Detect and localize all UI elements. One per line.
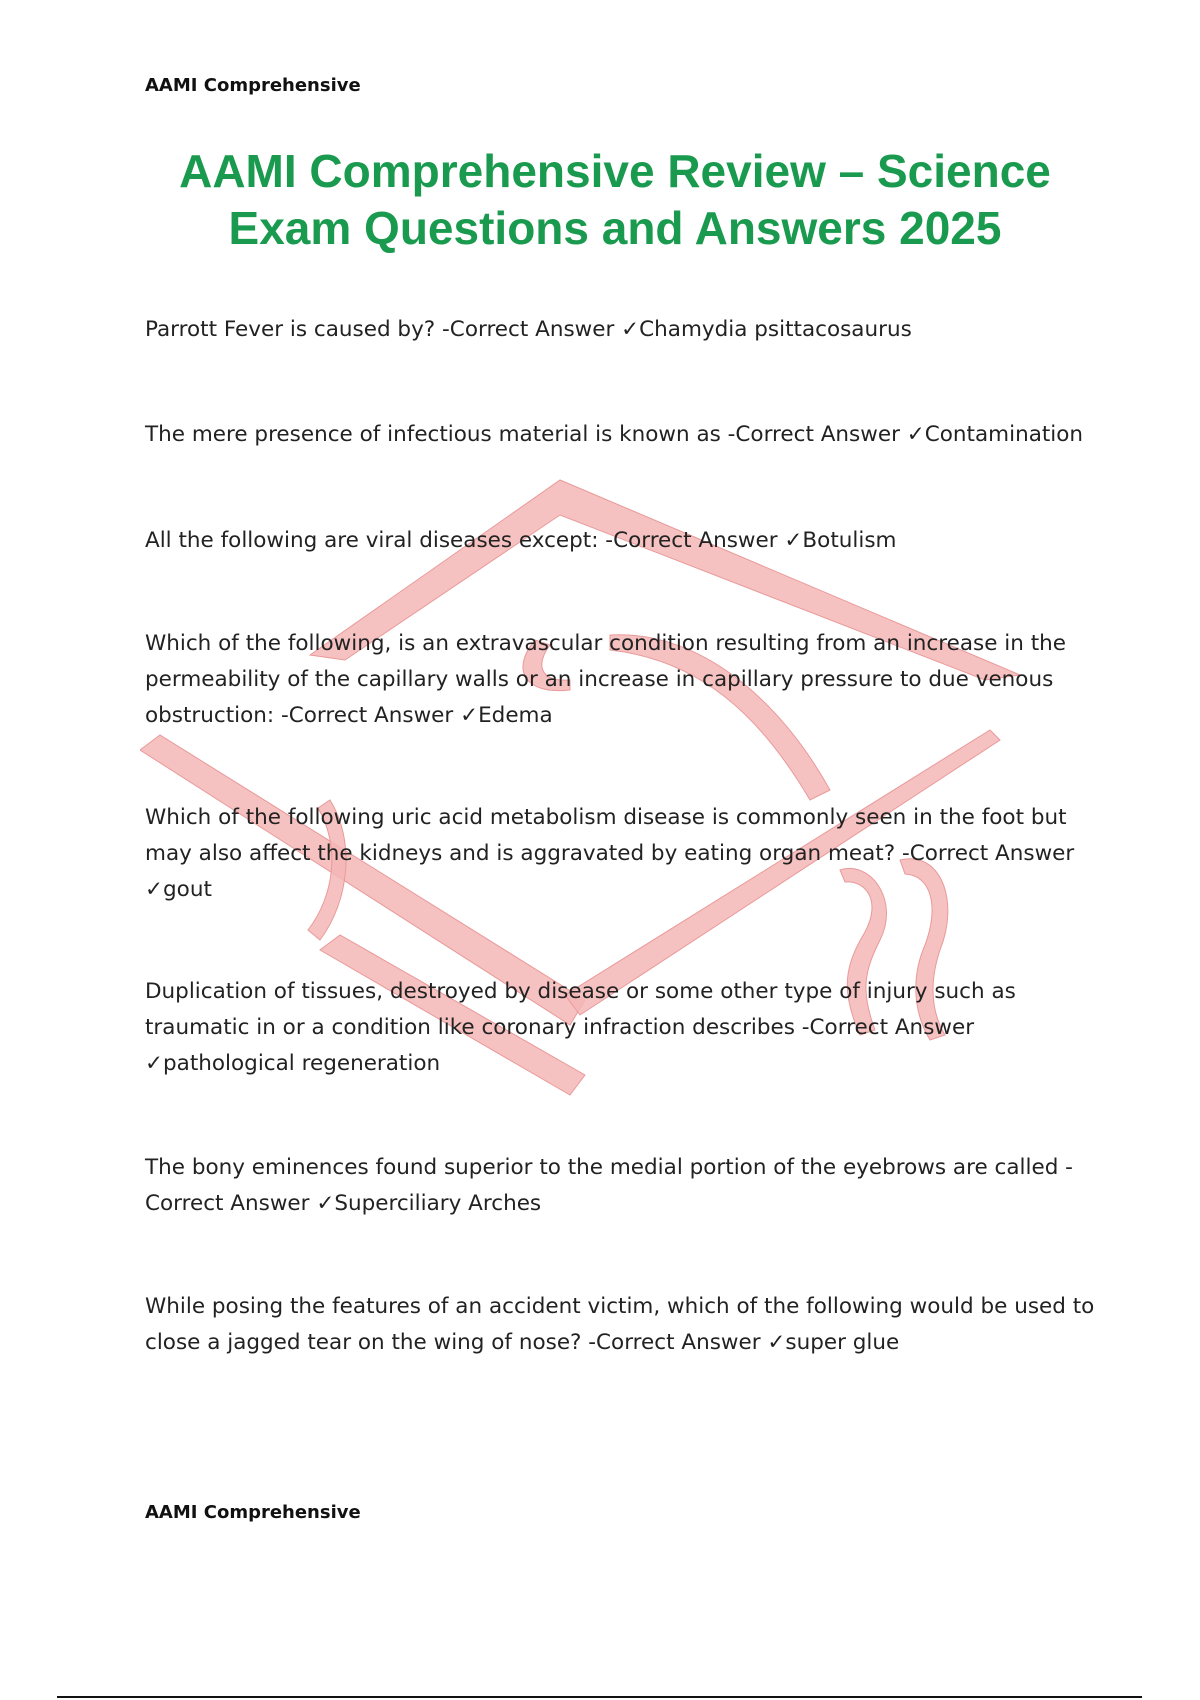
qa-item-5: Which of the following uric acid metabolism disease is commonly seen in the foot but may also affect the kidneys and is aggravated by eating organ meat? -Correct Answer ✓gout — [145, 805, 1075, 902]
page-footer: AAMI Comprehensive — [145, 1502, 361, 1523]
qa-item-7: The bony eminences found superior to the medial portion of the eyebrows are called -Correct Answer ✓Superciliary Arches — [145, 1155, 1073, 1216]
qa-item-8: While posing the features of an accident victim, which of the following would be used to close a jagged tear on the wing of nose? -Correct Answer ✓super glue — [145, 1294, 1095, 1355]
qa-item-3: All the following are viral diseases except: -Correct Answer ✓Botulism — [145, 528, 897, 553]
page-header: AAMI Comprehensive — [145, 75, 361, 96]
qa-item-6: Duplication of tissues, destroyed by disease or some other type of injury such as traumatic in or a condition like coronary infraction describes -Correct Answer ✓pathological regeneration — [145, 979, 1016, 1076]
qa-item-4: Which of the following, is an extravascular condition resulting from an increase in the permeability of the capillary walls or an increase in capillary pressure to due venous obstruction: -Correct Answer ✓Edema — [145, 631, 1066, 728]
document-title: AAMI Comprehensive Review – Science Exam Questions and Answers 2025 — [179, 145, 1051, 254]
page-divider — [57, 1696, 1142, 1698]
qa-item-1: Parrott Fever is caused by? -Correct Answer ✓Chamydia psittacosaurus — [145, 317, 912, 342]
qa-item-2: The mere presence of infectious material is known as -Correct Answer ✓Contamination — [145, 422, 1084, 447]
